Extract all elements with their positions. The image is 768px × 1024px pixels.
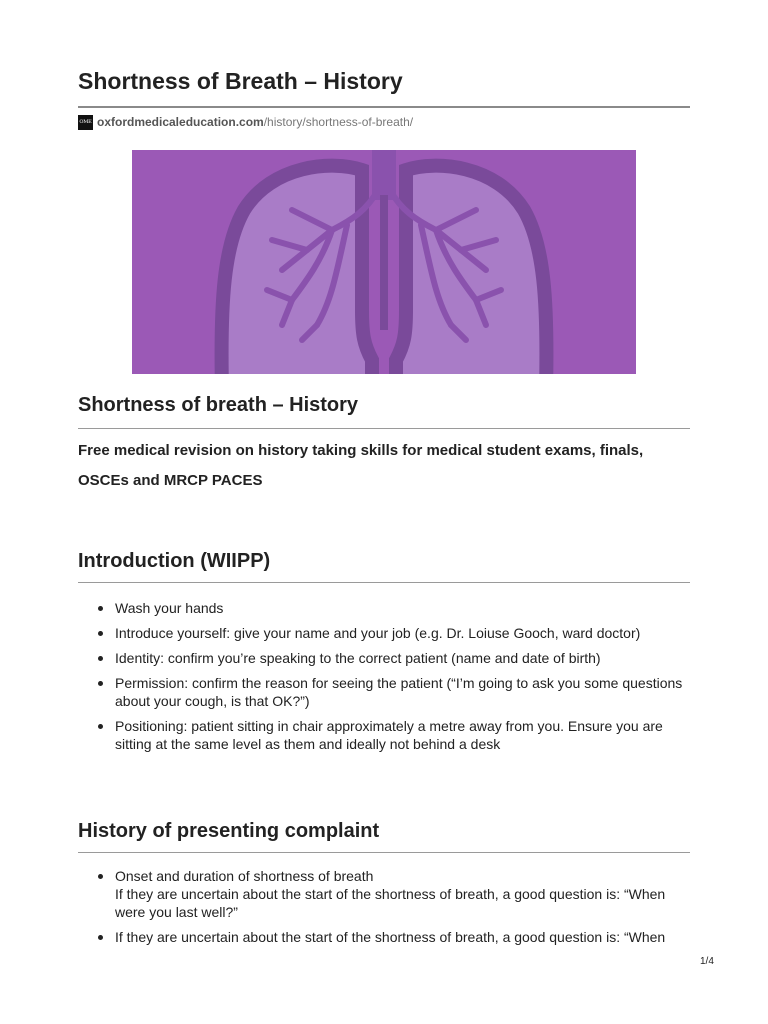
hero-image xyxy=(132,150,636,374)
article-divider xyxy=(78,428,690,429)
introduction-heading: Introduction (WIIPP) xyxy=(78,550,271,572)
page-title: Shortness of Breath – History xyxy=(78,68,403,94)
source-path[interactable]: /history/shortness-of-breath/ xyxy=(263,115,414,129)
source-link[interactable] xyxy=(78,114,413,130)
hpc-heading: History of presenting complaint xyxy=(78,820,380,842)
list-item: Identity: confirm you’re speaking to the correct patient (name and date of birth) xyxy=(78,649,690,667)
list-item-detail: If they are uncertain about the start of the shortness of breath, a good question is: “When were you last well?” xyxy=(115,886,666,920)
list-item: If they are uncertain about the start of the shortness of breath, a good question is: “When xyxy=(78,928,690,946)
page-number: 1/4 xyxy=(700,956,714,967)
introduction-list xyxy=(78,599,690,760)
title-divider xyxy=(78,106,690,108)
source-domain[interactable]: oxfordmedicaleducation.com xyxy=(97,115,264,129)
list-item xyxy=(78,867,690,921)
list-item: Wash your hands xyxy=(78,599,690,617)
list-item: Permission: confirm the reason for seeing the patient (“I’m going to ask you some questions about your cough, is that OK?”) xyxy=(78,674,690,710)
lungs-illustration-icon xyxy=(132,150,636,374)
hpc-divider xyxy=(78,852,690,853)
lead-paragraph: Free medical revision on history taking skills for medical student exams, finals, OSCEs and MRCP PACES xyxy=(78,442,644,489)
site-favicon-icon: OME xyxy=(78,115,93,130)
article-heading: Shortness of breath – History xyxy=(78,394,359,416)
list-item: Introduce yourself: give your name and your job (e.g. Dr. Loiuse Gooch, ward doctor) xyxy=(78,624,690,642)
hpc-list xyxy=(78,867,690,953)
introduction-divider xyxy=(78,582,690,583)
list-item-title: Onset and duration of shortness of breath xyxy=(115,868,374,884)
list-item: Positioning: patient sitting in chair approximately a metre away from you. Ensure you are sitting at the same level as them and ideally not behind a desk xyxy=(78,717,690,753)
